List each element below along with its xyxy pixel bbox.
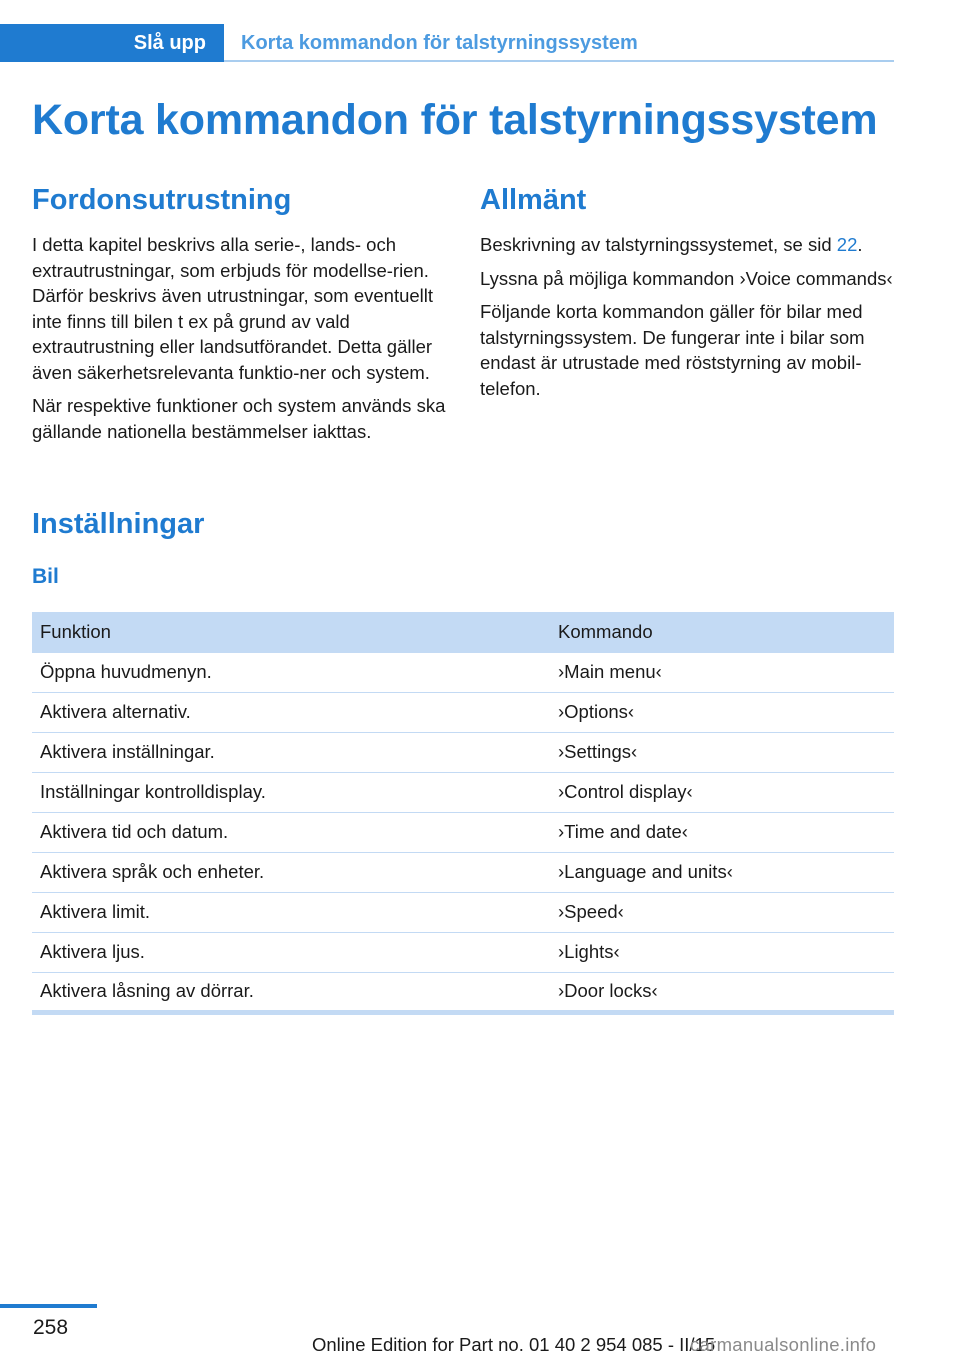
table-row <box>32 772 894 812</box>
function-cell: Aktivera inställningar. <box>32 732 550 772</box>
general-paragraph-1-text: Beskrivning av talstyrningssystemet, se sid <box>480 234 837 255</box>
general-paragraph-3: Följande korta kommandon gäller för bilar med talstyrningssystem. De fungerar inte i bilar som endast är utrustade med röststyrning av mobil-telefon. <box>480 301 865 399</box>
page-number: 258 <box>33 1316 69 1339</box>
command-column-header: Kommando <box>550 612 894 652</box>
command-cell: ›Door locks‹ <box>550 972 894 1012</box>
general-section <box>480 184 896 409</box>
table-row <box>32 812 894 852</box>
header-divider <box>224 60 894 62</box>
table-row <box>32 692 894 732</box>
command-table <box>32 612 894 1015</box>
car-subheading: Bil <box>32 565 59 588</box>
table-row <box>32 732 894 772</box>
table-row <box>32 932 894 972</box>
command-cell: ›Language and units‹ <box>550 852 894 892</box>
command-cell: ›Main menu‹ <box>550 652 894 692</box>
vehicle-equipment-paragraph-2: När respektive funktioner och system används ska gällande nationella bestämmelser iakttas. <box>32 395 446 442</box>
table-row <box>32 852 894 892</box>
general-paragraph-1-end: . <box>857 234 863 255</box>
table-row <box>32 892 894 932</box>
command-cell: ›Time and date‹ <box>550 812 894 852</box>
command-cell: ›Lights‹ <box>550 932 894 972</box>
table-header-row <box>32 612 894 652</box>
page-title: Korta kommandon för talstyrningssystem <box>32 96 878 144</box>
page-reference-link[interactable]: 22 <box>836 234 858 255</box>
vehicle-equipment-heading: Fordonsutrustning <box>32 184 292 216</box>
table-row <box>32 652 894 692</box>
general-paragraph-1 <box>480 232 896 258</box>
function-cell: Öppna huvudmenyn. <box>32 652 550 692</box>
watermark: carmanualsonline.info <box>690 1334 877 1355</box>
table-row <box>32 972 894 1012</box>
function-cell: Aktivera språk och enheter. <box>32 852 550 892</box>
function-cell: Aktivera alternativ. <box>32 692 550 732</box>
general-paragraph-2: Lyssna på möjliga kommandon ›Voice commands‹ <box>480 267 893 289</box>
function-cell: Aktivera låsning av dörrar. <box>32 972 550 1012</box>
header-bar <box>0 24 894 62</box>
command-cell: ›Speed‹ <box>550 892 894 932</box>
footer-rule <box>0 1304 97 1308</box>
command-cell: ›Control display‹ <box>550 772 894 812</box>
look-up-tab[interactable]: Slå upp <box>0 24 224 62</box>
vehicle-equipment-section <box>32 184 448 452</box>
command-cell: ›Options‹ <box>550 692 894 732</box>
breadcrumb: Korta kommandon för talstyrningssystem <box>241 31 638 54</box>
edition-note: Online Edition for Part no. 01 40 2 954 085 - II/15 <box>312 1334 716 1355</box>
function-cell: Aktivera limit. <box>32 892 550 932</box>
command-cell: ›Settings‹ <box>550 732 894 772</box>
function-column-header: Funktion <box>32 612 550 652</box>
function-cell: Inställningar kontrolldisplay. <box>32 772 550 812</box>
general-heading: Allmänt <box>480 184 587 216</box>
function-cell: Aktivera tid och datum. <box>32 812 550 852</box>
settings-heading: Inställningar <box>32 508 205 540</box>
function-cell: Aktivera ljus. <box>32 932 550 972</box>
vehicle-equipment-paragraph-1: I detta kapitel beskrivs alla serie-, lands- och extrautrustningar, som erbjuds för modellse-rien. Därför beskrivs även utrustningar, som eventuellt inte finns till bilen t ex på grund av vald extrautrustning eller landsutförandet. Detta gäller även säkerhetsrelevanta funktio-ner och system. <box>32 234 434 383</box>
